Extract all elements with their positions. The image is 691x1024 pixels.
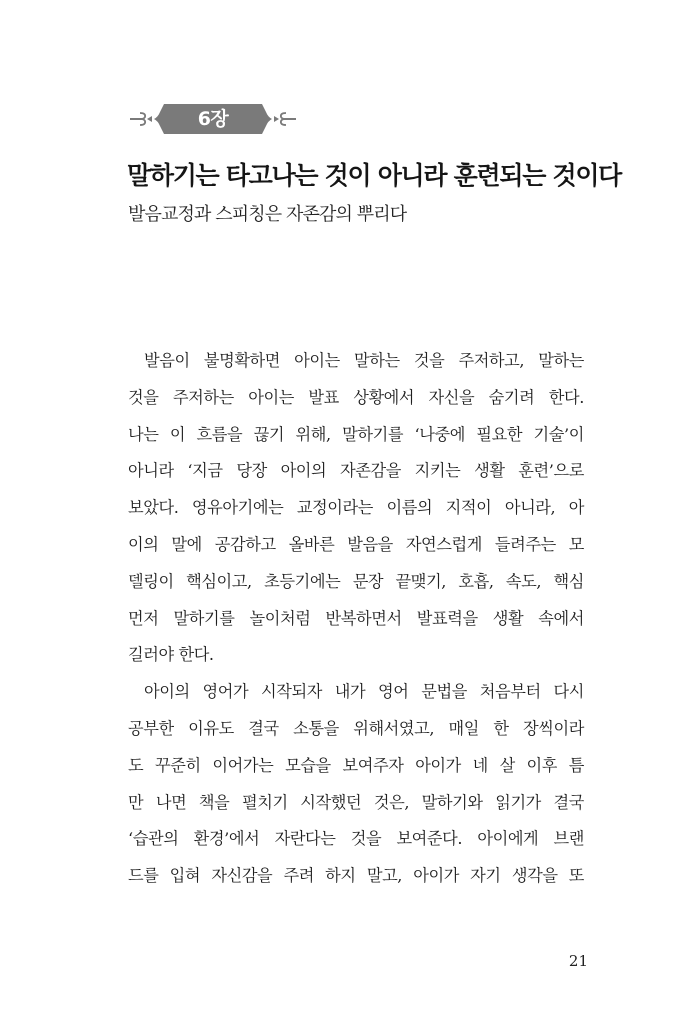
chapter-badge xyxy=(128,104,298,134)
chapter-number-label: 6장 xyxy=(197,108,229,130)
body-text xyxy=(128,343,584,895)
text-line: 나는 이 흐름을 끊기 위해, 말하기를 ‘나중에 필요한 기술’이 xyxy=(128,424,584,444)
text-line: 발음이 불명확하면 아이는 말하는 것을 주저하고, 말하는 xyxy=(144,351,584,370)
chapter-title: 말하기는 타고나는 것이 아니라 훈련되는 것이다 xyxy=(127,161,622,190)
text-line: 공부한 이유도 결국 소통을 위해서였고, 매일 한 장씩이라 xyxy=(128,718,584,738)
text-line: 것을 주저하는 아이는 발표 상황에서 자신을 숨기려 한다. xyxy=(128,387,584,407)
text-line: 만 나면 책을 펼치기 시작했던 것은, 말하기와 읽기가 결국 xyxy=(128,792,584,812)
text-line: 이의 말에 공감하고 올바른 발음을 자연스럽게 들려주는 모 xyxy=(128,534,584,554)
chapter-subtitle: 발음교정과 스피칭은 자존감의 뿌리다 xyxy=(128,204,407,225)
text-line: 아이의 영어가 시작되자 내가 영어 문법을 처음부터 다시 xyxy=(144,682,584,702)
text-line: ‘습관의 환경’에서 자란다는 것을 보여준다. 아이에게 브랜 xyxy=(128,829,584,849)
paragraph xyxy=(128,674,584,895)
text-line: 보았다. 영유아기에는 교정이라는 이름의 지적이 아니라, 아 xyxy=(128,498,584,518)
text-line: 먼저 말하기를 놀이처럼 반복하면서 발표력을 생활 속에서 xyxy=(128,608,584,628)
text-line: 길러야 한다. xyxy=(128,645,214,665)
text-line: 아니라 ‘지금 당장 아이의 자존감을 지키는 생활 훈련’으로 xyxy=(128,461,584,481)
text-line: 드를 입혀 자신감을 주려 하지 말고, 아이가 자기 생각을 또 xyxy=(128,866,584,886)
page-number: 21 xyxy=(568,952,588,970)
text-line: 도 꾸준히 이어가는 모습을 보여주자 아이가 네 살 이후 틈 xyxy=(128,755,584,775)
paragraph xyxy=(128,343,584,674)
text-line: 델링이 핵심이고, 초등기에는 문장 끝맺기, 호흡, 속도, 핵심 xyxy=(128,571,584,591)
